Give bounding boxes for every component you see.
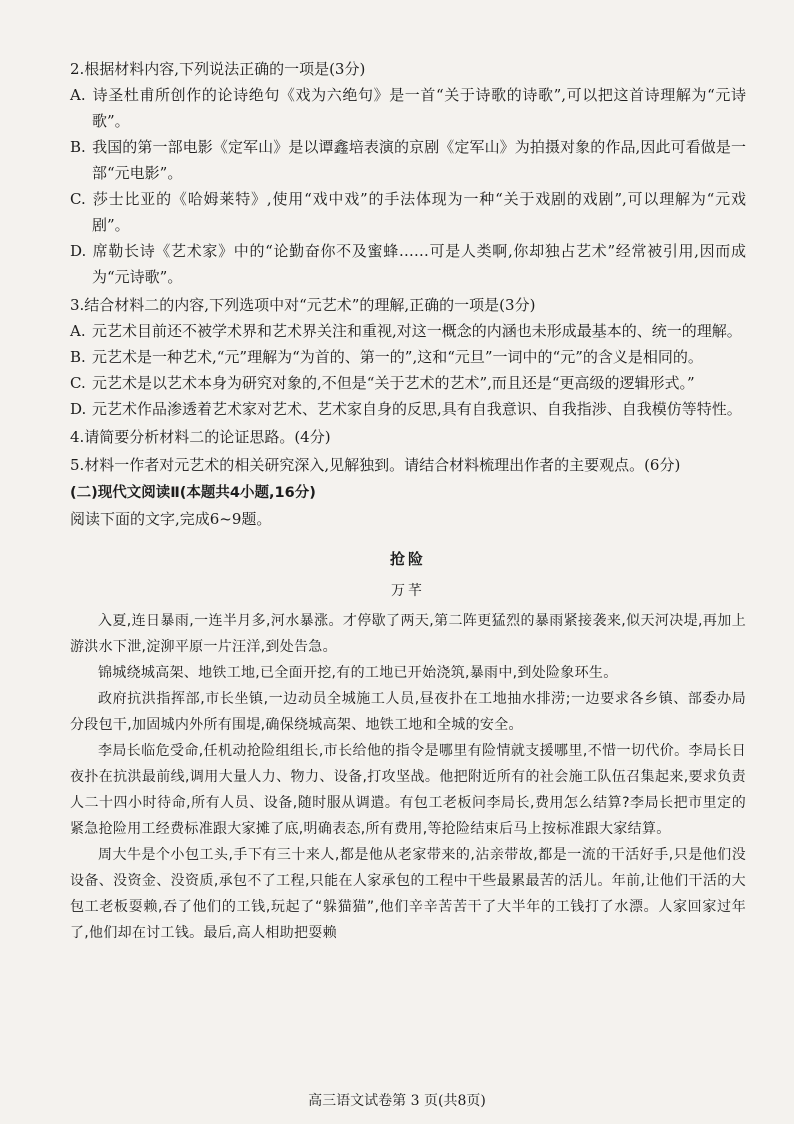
question-stem: 3.结合材料二的内容,下列选项中对“元艺术”的理解,正确的一项是(3分) bbox=[70, 296, 536, 314]
option-text: 元艺术是一种艺术,“元”理解为“为首的、第一的”,这和“元旦”一词中的“元”的含义是相同的。 bbox=[92, 348, 703, 366]
passage-paragraph: 李局长临危受命,任机动抢险组组长,市长给他的指令是哪里有险情就支援哪里,不惜一切代价。李局长日夜扑在抗洪最前线,调用大量人力、物力、设备,打攻坚战。他把附近所有的社会施工队伍召集起来,要求负责人二十四小时待命,所有人员、设备,随时服从调遣。有包工老板问李局长,费用怎么结算?李局长把市里定的紧急抢险用工经费标准跟大家摊了底,明确表态,所有费用,等抢险结束后马上按标准跟大家结算。 bbox=[70, 743, 746, 837]
question-5 bbox=[70, 452, 746, 478]
option-text: 莎士比亚的《哈姆莱特》,使用“戏中戏”的手法体现为一种“关于戏剧的戏剧”,可以理解为“元戏剧”。 bbox=[92, 190, 746, 234]
question-2 bbox=[70, 56, 746, 290]
option-a bbox=[70, 82, 746, 134]
page-footer: 高三语文试卷第 3 页(共8页) bbox=[308, 1093, 486, 1109]
option-text: 诗圣杜甫所创作的论诗绝句《戏为六绝句》是一首“关于诗歌的诗歌”,可以把这首诗理解为“元诗歌”。 bbox=[92, 86, 746, 130]
passage-paragraph: 入夏,连日暴雨,一连半月多,河水暴涨。才停歇了两天,第二阵更猛烈的暴雨紧接袭来,似天河决堤,再加上游洪水下泄,淀泖平原一片汪洋,到处告急。 bbox=[70, 613, 746, 655]
question-3 bbox=[70, 292, 746, 422]
option-letter: A. bbox=[70, 322, 86, 340]
question-stem: 5.材料一作者对元艺术的相关研究深入,见解独到。请结合材料梳理出作者的主要观点。(6分) bbox=[70, 456, 681, 474]
option-letter: B. bbox=[70, 138, 86, 156]
option-letter: D. bbox=[70, 400, 87, 418]
option-text: 席勒长诗《艺术家》中的“论勤奋你不及蜜蜂……可是人类啊,你却独占艺术”经常被引用,因而成为“元诗歌”。 bbox=[92, 242, 746, 286]
option-letter: B. bbox=[70, 348, 86, 366]
section-heading: (二)现代文阅读Ⅱ(本题共4小题,16分) bbox=[70, 485, 316, 501]
option-c bbox=[70, 186, 746, 238]
section-instruction: 阅读下面的文字,完成6~9题。 bbox=[70, 510, 272, 528]
option-text: 我国的第一部电影《定军山》是以谭鑫培表演的京剧《定军山》为拍摄对象的作品,因此可看做是一部“元电影”。 bbox=[92, 138, 746, 182]
passage-body bbox=[70, 608, 746, 946]
exam-page bbox=[70, 54, 746, 946]
question-stem: 2.根据材料内容,下列说法正确的一项是(3分) bbox=[70, 60, 366, 78]
passage-paragraph: 政府抗洪指挥部,市长坐镇,一边动员全城施工人员,昼夜扑在工地抽水排涝;一边要求各乡镇、部委办局分段包干,加固城内外所有围堤,确保绕城高架、地铁工地和全城的安全。 bbox=[70, 691, 746, 733]
option-a bbox=[70, 318, 746, 344]
option-c bbox=[70, 370, 746, 396]
option-letter: C. bbox=[70, 374, 86, 392]
option-text: 元艺术是以艺术本身为研究对象的,不但是“关于艺术的艺术”,而且还是“更高级的逻辑形式。” bbox=[92, 374, 695, 392]
passage-author: 万芊 bbox=[391, 583, 425, 599]
option-b bbox=[70, 344, 746, 370]
question-stem: 4.请简要分析材料二的论证思路。(4分) bbox=[70, 428, 331, 446]
option-letter: C. bbox=[70, 190, 86, 208]
passage-title: 抢险 bbox=[389, 550, 426, 568]
passage-paragraph: 锦城绕城高架、地铁工地,已全面开挖,有的工地已开始浇筑,暴雨中,到处险象环生。 bbox=[98, 665, 618, 681]
question-4 bbox=[70, 424, 746, 450]
option-d bbox=[70, 396, 746, 422]
option-b bbox=[70, 134, 746, 186]
passage-paragraph: 周大牛是个小包工头,手下有三十来人,都是他从老家带来的,沾亲带故,都是一流的干活好手,只是他们没设备、没资金、没资质,承包不了工程,只能在人家承包的工程中干些最累最苦的活儿。年前,让他们干活的大包工老板耍赖,吞了他们的工钱,玩起了“躲猫猫”,他们辛辛苦苦干了大半年的工钱打了水漂。人家回家过年了,他们却在讨工钱。最后,高人相助把耍赖 bbox=[70, 847, 746, 941]
option-letter: A. bbox=[70, 86, 86, 104]
option-text: 元艺术目前还不被学术界和艺术界关注和重视,对这一概念的内涵也未形成最基本的、统一的理解。 bbox=[92, 322, 742, 340]
option-letter: D. bbox=[70, 242, 87, 260]
option-text: 元艺术作品渗透着艺术家对艺术、艺术家自身的反思,具有自我意识、自我指涉、自我模仿等特性。 bbox=[92, 400, 742, 418]
question-list bbox=[70, 56, 746, 478]
option-d bbox=[70, 238, 746, 290]
